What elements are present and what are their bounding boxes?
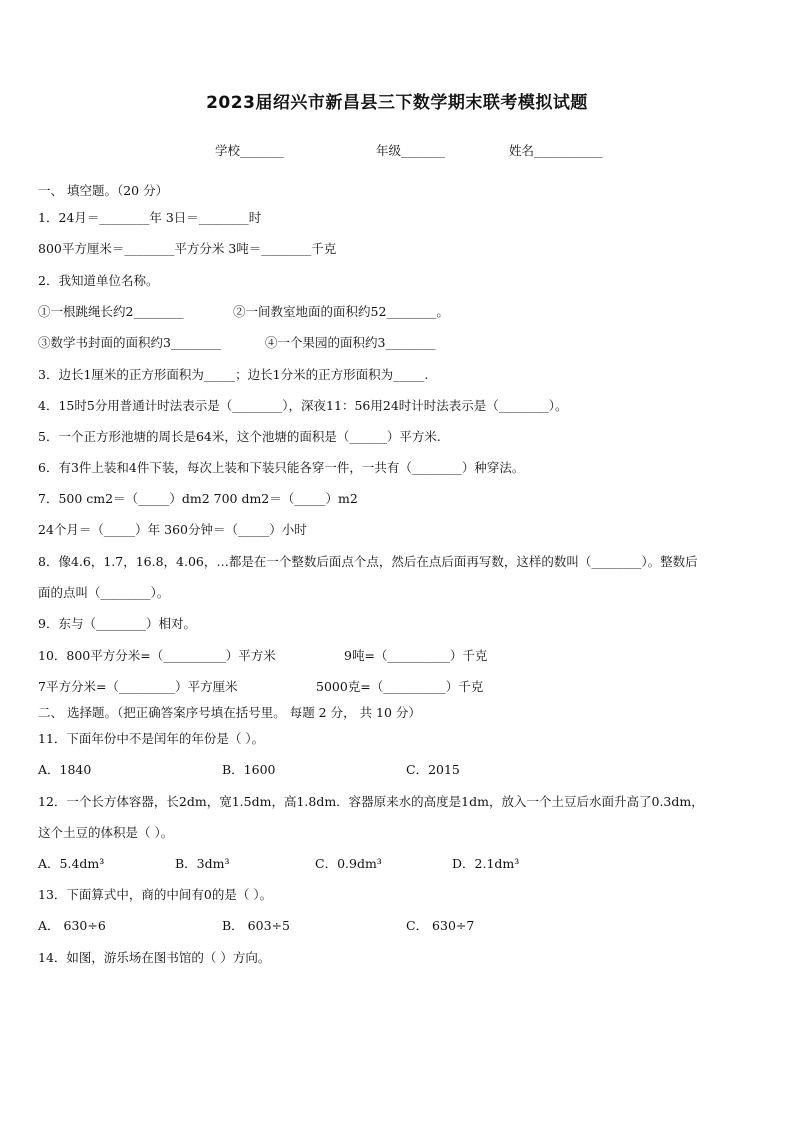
question-12-option-b: B．3dm³: [175, 856, 230, 871]
question-1b: 800平方厘米＝________平方分米 3吨＝________千克: [38, 241, 337, 256]
question-5: 5．一个正方形池塘的周长是64米，这个池塘的面积是（______）平方米.: [38, 429, 441, 444]
question-1a: 1．24月＝________年 3日＝________时: [38, 210, 262, 225]
question-7b: 24个月＝（_____）年 360分钟＝（_____）小时: [38, 522, 307, 537]
question-13-option-b: B． 603÷5: [222, 918, 290, 933]
question-13-option-c: C． 630÷7: [406, 918, 475, 933]
school-field[interactable]: 学校_______: [215, 143, 284, 158]
question-12a: 12．一个长方体容器，长2dm，宽1.5dm，高1.8dm．容器原来水的高度是1dm，放入一个土豆后水面升高了0.3dm，: [38, 794, 704, 809]
question-10b-right: 5000克=（__________）千克: [316, 679, 484, 694]
question-11-option-c: C．2015: [406, 762, 460, 777]
question-4: 4．15时5分用普通计时法表示是（________），深夜11：56用24时计时法表示是（________）。: [38, 398, 568, 413]
question-11-option-a: A．1840: [38, 762, 92, 777]
question-10a-right: 9吨=（__________）千克: [344, 648, 488, 663]
question-7a: 7．500 cm2＝（_____）dm2 700 dm2＝（_____）m2: [38, 491, 358, 506]
question-3: 3．边长1厘米的正方形面积为_____；边长1分米的正方形面积为_____.: [38, 367, 429, 382]
name-field[interactable]: 姓名___________: [509, 143, 603, 158]
section-heading-multiple-choice: 二、 选择题。（把正确答案序号填在括号里。 每题 2 分， 共 10 分）: [38, 705, 421, 720]
question-2-option-2: ②一间教室地面的面积约52________。: [233, 304, 449, 319]
question-12-option-d: D．2.1dm³: [452, 856, 520, 871]
question-12b: 这个土豆的体积是（ ）。: [38, 825, 174, 840]
question-11-option-b: B．1600: [222, 762, 276, 777]
question-8a: 8．像4.6，1.7，16.8，4.06，…都是在一个整数后面点个点，然后在点后面再写数，这样的数叫（________）。整数后: [38, 554, 698, 569]
question-13-option-a: A． 630÷6: [38, 918, 106, 933]
question-13: 13．下面算式中，商的中间有0的是（ ）。: [38, 887, 273, 902]
question-11: 11．下面年份中不是闰年的年份是（ ）。: [38, 731, 265, 746]
question-12-option-a: A．5.4dm³: [38, 856, 105, 871]
page-title: 2023届绍兴市新昌县三下数学期末联考模拟试题: [206, 93, 588, 113]
grade-field[interactable]: 年级_______: [376, 143, 445, 158]
question-2-option-4: ④一个果园的面积约3________: [265, 335, 436, 350]
question-12-option-c: C．0.9dm³: [315, 856, 382, 871]
question-2-option-3: ③数学书封面的面积约3________: [38, 335, 221, 350]
question-9: 9．东与（________）相对。: [38, 616, 196, 631]
question-8b: 面的点叫（________）。: [38, 585, 170, 600]
question-14: 14．如图，游乐场在图书馆的（ ）方向。: [38, 950, 271, 965]
question-10a-left: 10．800平方分米=（__________）平方米: [38, 648, 276, 663]
question-2: 2．我知道单位名称。: [38, 273, 159, 288]
question-6: 6．有3件上装和4件下装，每次上装和下装只能各穿一件，一共有（________）种穿法。: [38, 460, 525, 475]
question-2-option-1: ①一根跳绳长约2________: [38, 304, 184, 319]
question-10b-left: 7平方分米=（_________）平方厘米: [38, 679, 238, 694]
section-heading-fill-in: 一、 填空题。（20 分）: [38, 183, 169, 198]
